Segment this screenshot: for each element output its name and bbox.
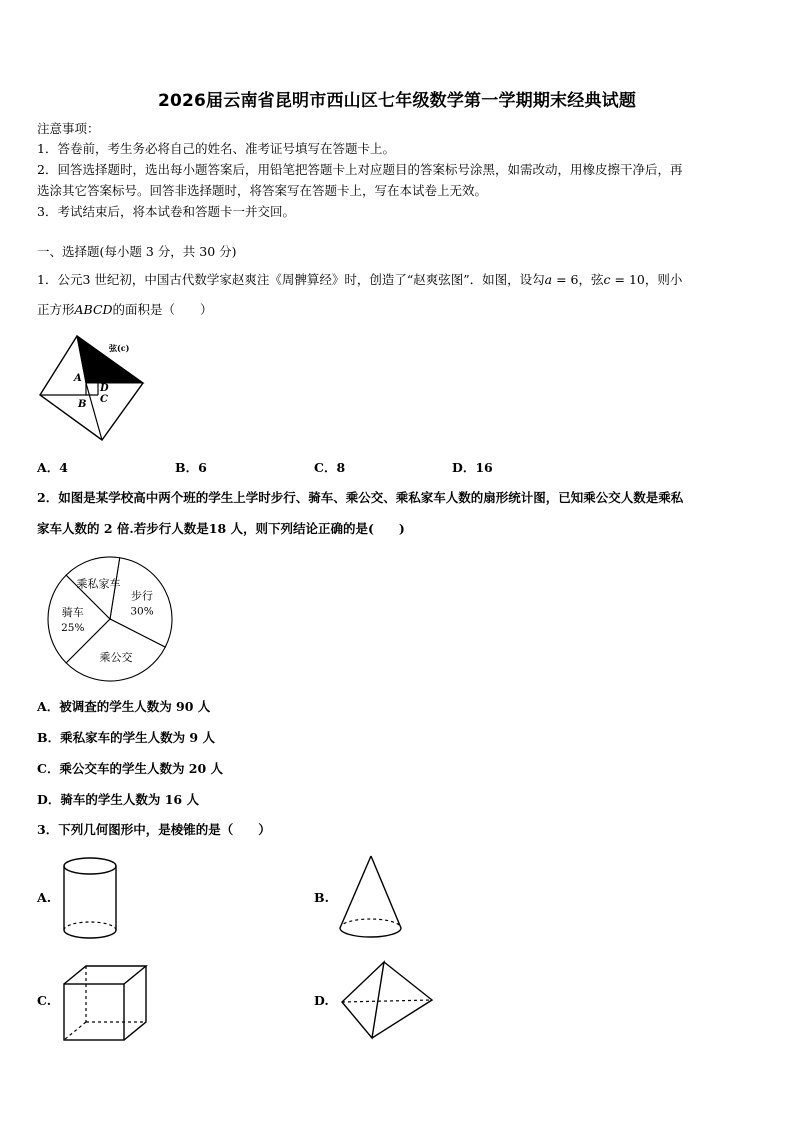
q1-option-c[interactable]: C．8 bbox=[314, 460, 346, 475]
notice-item-2-cont: 选涂其它答案标号。回答非选择题时，将答案写在答题卡上，写在本试卷上无效。 bbox=[37, 183, 488, 198]
q2-option-a[interactable]: A．被调查的学生人数为 90 人 bbox=[37, 699, 211, 714]
q1-option-d[interactable]: D．16 bbox=[452, 460, 493, 475]
q3-option-a[interactable]: A. bbox=[37, 890, 52, 905]
vertex-d-label: D bbox=[100, 383, 109, 394]
vertex-a-label: A bbox=[74, 373, 82, 384]
notice-item-3: 3．考试结束后，将本试卷和答题卡一并交回。 bbox=[37, 204, 295, 219]
q1-option-a[interactable]: A．4 bbox=[37, 460, 68, 475]
q1-stem-line2: 正方形ABCD的面积是（ ） bbox=[37, 302, 213, 317]
pie-chart bbox=[44, 554, 178, 684]
q1-stem-line1: 1．公元3 世纪初，中国古代数学家赵爽注《周髀算经》时，创造了“赵爽弦图”．如图，设勾a = 6，弦c = 10，则小 bbox=[37, 272, 683, 287]
q2-option-b[interactable]: B．乘私家车的学生人数为 9 人 bbox=[37, 730, 215, 745]
q3-option-c[interactable]: C. bbox=[37, 993, 52, 1008]
q3-stem: 3．下列几何图形中，是棱锥的是（ ） bbox=[37, 822, 271, 837]
notice-item-2: 2．回答选择题时，选出每小题答案后，用铅笔把答题卡上对应题目的答案标号涂黑，如需改动，用橡皮擦干净后，再 bbox=[37, 162, 683, 177]
notice-item-1: 1．答卷前，考生务必将自己的姓名、准考证号填写在答题卡上。 bbox=[37, 141, 395, 156]
q1-option-b[interactable]: B．6 bbox=[175, 460, 207, 475]
pyramid-figure bbox=[338, 958, 438, 1044]
pie-slice-label: 乘私家车 bbox=[76, 577, 121, 591]
cone-figure bbox=[335, 852, 405, 944]
section-heading: 一、选择题(每小题 3 分，共 30 分) bbox=[37, 244, 237, 259]
notice-heading: 注意事项： bbox=[37, 121, 100, 136]
cube-figure bbox=[60, 962, 152, 1044]
q2-stem-line2: 家车人数的 2 倍.若步行人数是18 人，则下列结论正确的是( ) bbox=[37, 521, 405, 536]
pie-slice-label: 乘公交 bbox=[99, 651, 133, 664]
vertex-b-label: B bbox=[78, 399, 87, 410]
q3-option-b[interactable]: B. bbox=[314, 890, 329, 905]
pie-slice-value-label: 25% bbox=[61, 622, 85, 634]
cylinder-figure bbox=[58, 854, 122, 944]
q2-option-d[interactable]: D．骑车的学生人数为 16 人 bbox=[37, 792, 199, 807]
q2-option-c[interactable]: C．乘公交车的学生人数为 20 人 bbox=[37, 761, 224, 776]
pie-slice-value-label: 30% bbox=[130, 605, 154, 618]
vertex-c-label: C bbox=[100, 394, 108, 405]
pie-slice-label: 骑车 bbox=[61, 606, 84, 619]
page-title: 2026届云南省昆明市西山区七年级数学第一学期期末经典试题 bbox=[157, 91, 637, 111]
q3-option-d[interactable]: D. bbox=[314, 993, 329, 1008]
chord-label: 弦(c) bbox=[109, 343, 130, 353]
zhao-shuang-diagram bbox=[36, 333, 148, 443]
pie-slice-label: 步行 bbox=[131, 589, 153, 603]
q2-stem-line1: 2．如图是某学校高中两个班的学生上学时步行、骑车、乘公交、乘私家车人数的扇形统计图，已知乘公交人数是乘私 bbox=[37, 490, 684, 505]
